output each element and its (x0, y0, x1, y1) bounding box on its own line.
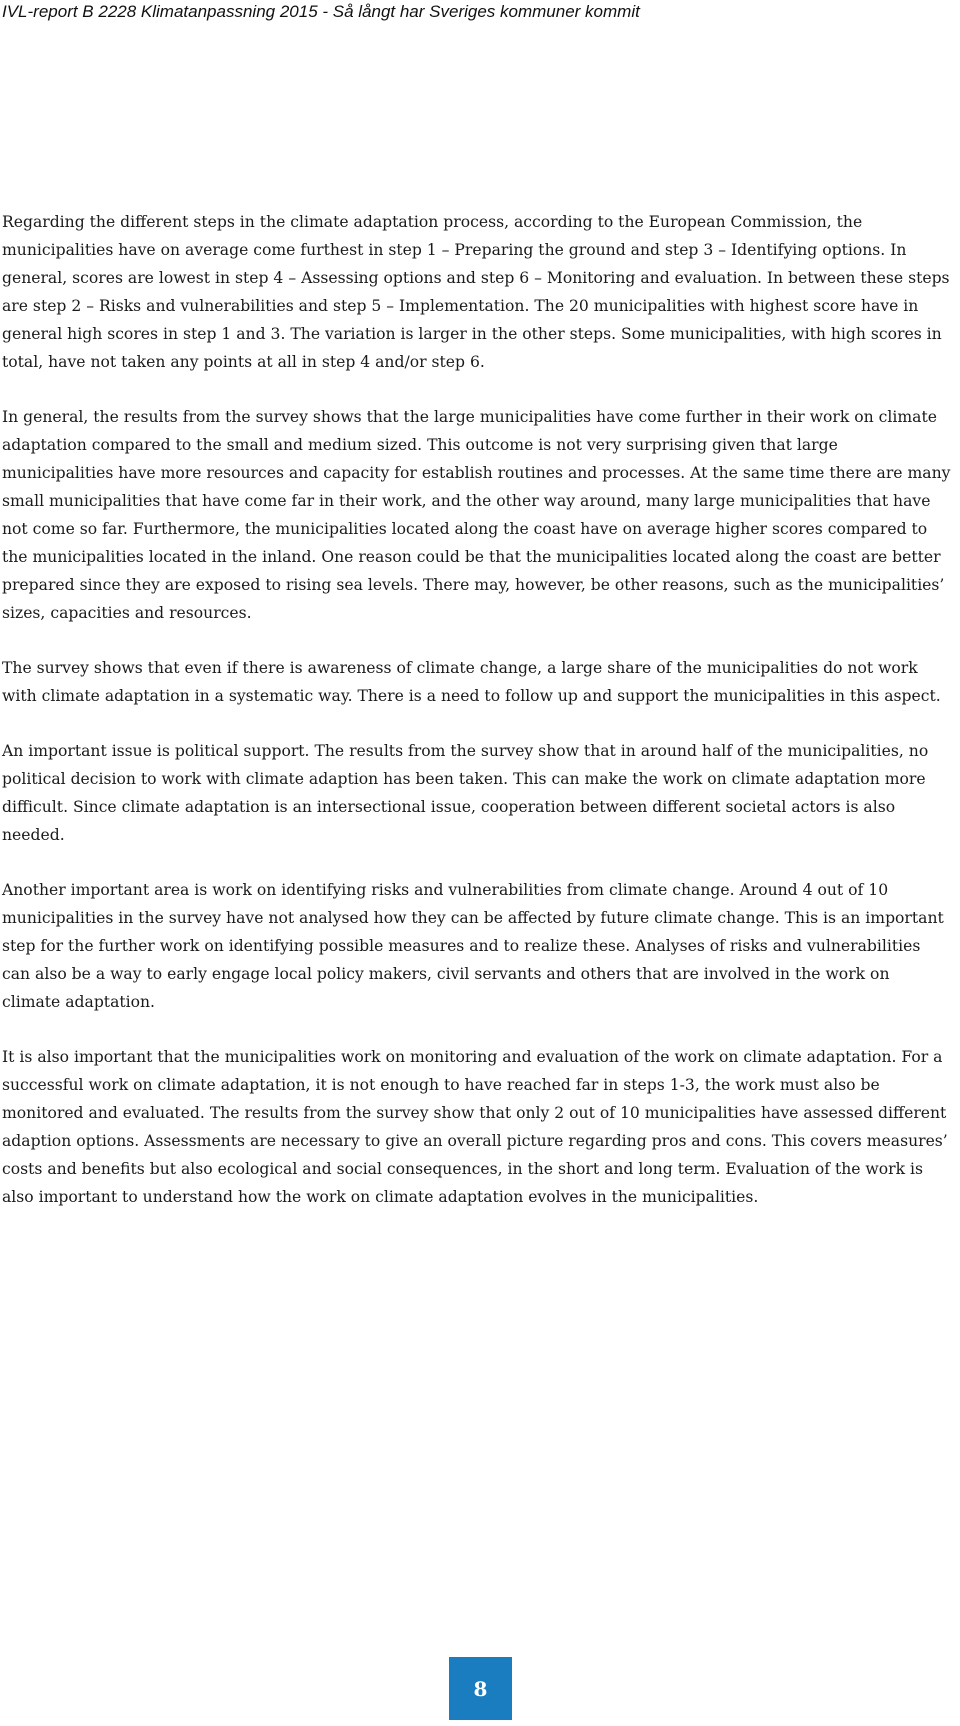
paragraph-municipality-size: In general, the results from the survey shows that the large municipalities have come further in their work on climate adaptation compared to the small and medium sized. This outcome is not very surprising given that large municipalities have more resources and capacity for establish routines and processes. At the same time there are many small municipalities that have come far in their work, and the other way around, many large municipalities that have not come so far. Furthermore, the municipalities located along the coast have on average higher scores compared to the municipalities located in the inland. One reason could be that the municipalities located along the coast are better prepared since they are exposed to rising sea levels. There may, however, be other reasons, such as the municipalities’ sizes, capacities and resources. (2, 408, 951, 622)
page-number-badge (449, 1657, 512, 1720)
paragraph-adaptation-steps: Regarding the different steps in the climate adaptation process, according to the European Commission, the municipalities have on average come furthest in step 1 – Preparing the ground and step 3 – Identifying options. In general, scores are lowest in step 4 – Assessing options and step 6 – Monitoring and evaluation. In between these steps are step 2 – Risks and vulnerabilities and step 5 – Implementation. The 20 municipalities with highest score have in general high scores in step 1 and 3. The variation is larger in the other steps. Some municipalities, with high scores in total, have not taken any points at all in step 4 and/or step 6. (2, 213, 950, 371)
paragraph-risks-vulnerabilities: Another important area is work on identifying risks and vulnerabilities from climate change. Around 4 out of 10 municipalities in the survey have not analysed how they can be affected by future climate change. This is an important step for the further work on identifying possible measures and to realize these. Analyses of risks and vulnerabilities can also be a way to early engage local policy makers, civil servants and others that are involved in the work on climate adaptation. (2, 881, 944, 1011)
document-body (2, 208, 952, 1238)
running-header: IVL-report B 2228 Klimatanpassning 2015 - Så långt har Sveriges kommuner kommit (2, 2, 640, 21)
page-number: 8 (473, 1676, 488, 1701)
paragraph-monitoring-evaluation: It is also important that the municipalities work on monitoring and evaluation of the work on climate adaptation. For a successful work on climate adaptation, it is not enough to have reached far in steps 1-3, the work must also be monitored and evaluated. The results from the survey show that only 2 out of 10 municipalities have assessed different adaption options. Assessments are necessary to give an overall picture regarding pros and cons. This covers measures’ costs and benefits but also ecological and social consequences, in the short and long term. Evaluation of the work is also important to understand how the work on climate adaptation evolves in the municipalities. (2, 1048, 948, 1206)
paragraph-political-support: An important issue is political support. The results from the survey show that in around half of the municipalities, no political decision to work with climate adaption has been taken. This can make the work on climate adaptation more difficult. Since climate adaptation is an intersectional issue, cooperation between different societal actors is also needed. (2, 742, 929, 844)
paragraph-awareness: The survey shows that even if there is awareness of climate change, a large share of the municipalities do not work with climate adaptation in a systematic way. There is a need to follow up and support the municipalities in this aspect. (2, 659, 941, 705)
